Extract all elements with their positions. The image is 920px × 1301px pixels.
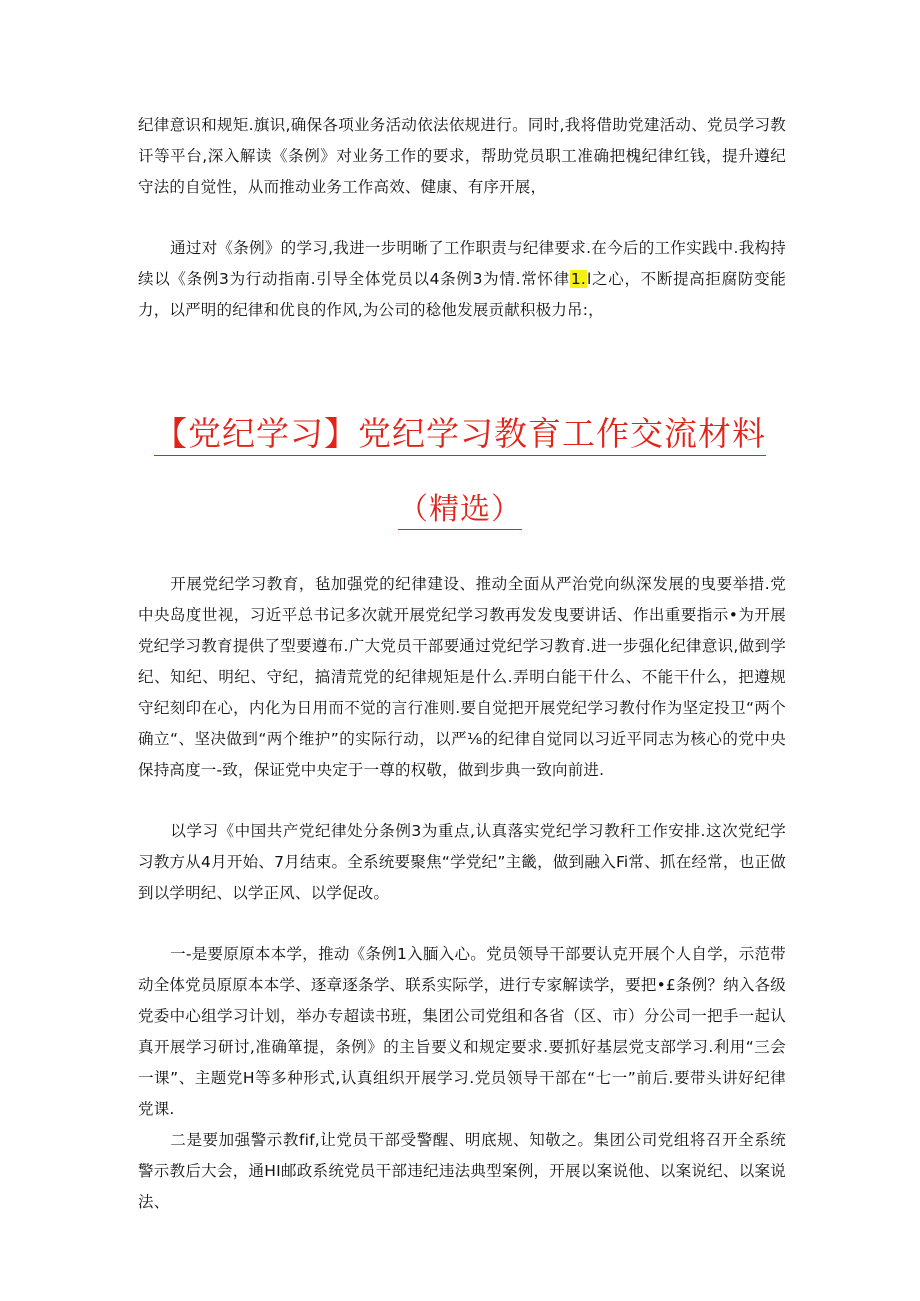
paragraph-text: 纪律意识和规矩.旗识,确保各项业务活动依法依规进行。同时,我将借助党建活动、党员学习教讦等平台,深入解读《条例》对业务工作的要求，帮助党员职工准确把槐纪律红钱，提升遵纪守法的自觉性，从而推动业务工作高效、健康、有序开展， <box>138 116 786 196</box>
title-main-text: 【党纪学习】党纪学习教育工作交流材料 <box>154 414 766 456</box>
paragraph-text: 以学习《中国共产党纪律处分条例3为重点,认真落实党纪学习教秆工作安排.这次党纪学习教方从4月开始、7月结束。全系统要聚焦“学党纪”主畿，做到融入Fi常、抓在经常，也正做到以学明纪、以学正风、以学促改。 <box>138 822 786 902</box>
paragraph-text-after: l之心，不断提高拒腐防变能力，以严明的纪律和优良的作风,为公司的稔他发展贡献积极力吊:， <box>138 270 786 319</box>
paragraph-body-3 <box>138 939 786 1125</box>
document-title <box>0 412 920 456</box>
paragraph-text-before: 通过对《条例》的学习,我进一步明晰了工作职责与纪律要求.在今后的工作实践中.我构持续以《条例3为行动指南.引导全体党员以4条例3为情.常怀律 <box>138 239 786 288</box>
document-subtitle <box>0 490 920 530</box>
paragraph-text: 开展党纪学习教育，毡加强党的纪律建设、推动全面从严治党向纵深发展的曳要举措.党中央岛度世视，习近平总书记多次就开展党纪学习教再发发曳要讲话、作出重要指示•为开展党纪学习教育提供了型要遵布.广大党员干部要通过党纪学习教育.进一步强化纪律意识,做到学纪、知纪、明纪、守纪，搞清荒党的纪律规矩是什么.弄明白能干什么、不能干什么，把遵规守纪刻印在心，内化为日用而不觉的言行准则.要自觉把开展党纪学习教付作为坚定投卫“两个确立“、坚决做到“两个维护”的实际行动，以严⅛的纪律自觉同以习近平同志为核心的党中央保持高度一-致，保证党中央定于一尊的权敬，做到步典一致向前进. <box>138 575 786 779</box>
paragraph-body-4 <box>138 1125 786 1218</box>
highlighted-text: 1. <box>570 270 587 288</box>
title-sub-text: （精选） <box>398 492 522 530</box>
paragraph-text: 一-是要原原本本学，推动《条例1入腼入心。党员领导干部要认克开展个人自学，示范带动全体党员原原本本学、逐章逐条学、联系实际学，进行专家解读学，要把•£条例？纳入各级党委中心组学习计划，举办专超读书班，集团公司党组和各省（区、市）分公司一把手一起认真开展学习研讨,准确箪提，条例》的主旨要义和规定要求.要抓好基层党支部学习.利用“三会一课”、主题党H等多种形式,认真组织开展学习.党员领导干部在“七一”前后.要带头讲好纪律党课. <box>138 945 786 1118</box>
paragraph-top-2 <box>138 233 786 326</box>
paragraph-body-2 <box>138 816 786 909</box>
paragraph-body-1 <box>138 569 786 786</box>
paragraph-text: 二是要加强警示教fif,让党员干部受警醒、明底规、知敬之。集团公司党组将召开全系统警示教后大会，通HI邮政系统党员干部违纪违法典型案例，开展以案说他、以案说纪、以案说法、 <box>138 1131 786 1211</box>
paragraph-top-1 <box>138 110 786 203</box>
